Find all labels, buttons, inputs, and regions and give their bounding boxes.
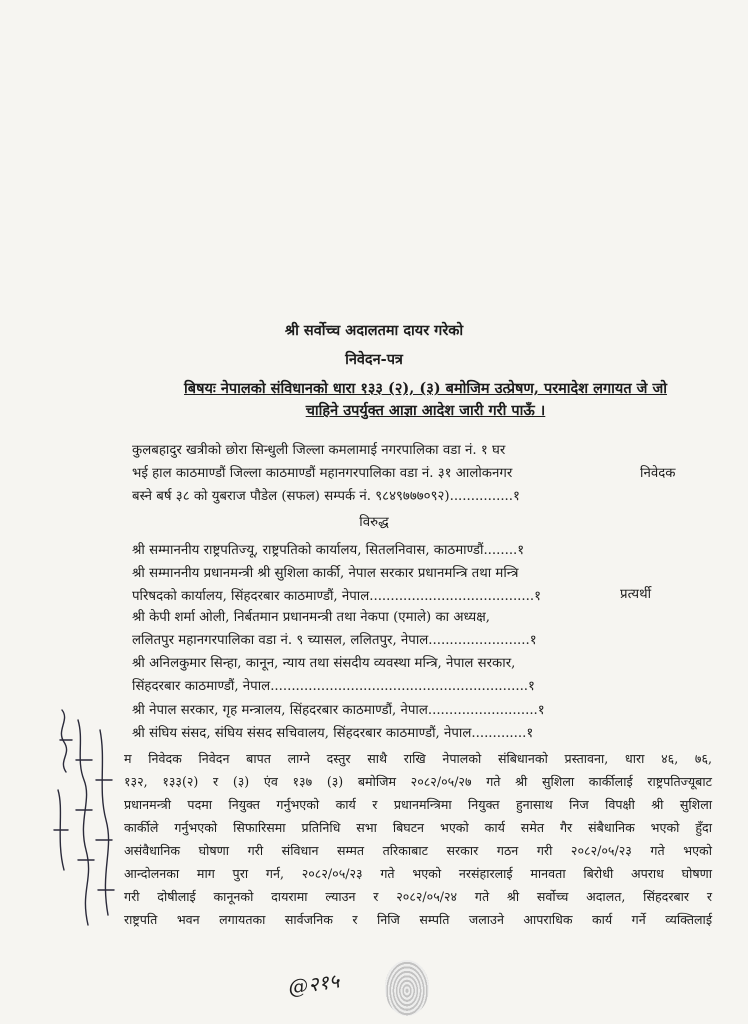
fingerprint-image bbox=[385, 960, 429, 1016]
court-heading: श्री सर्वोच्च अदालतमा दायर गरेको bbox=[284, 322, 464, 339]
respondent-line: परिषदको कार्यालय, सिंहदरबार काठमाण्डौं, नेपाल.......................................१ bbox=[132, 589, 542, 604]
body-line: प्रधानमन्त्री पदमा नियुक्त गर्नुभएको कार्य र प्रधानमन्त्रिमा नियुक्त हुनासाथ निज विपक्षी श्री सुशिला bbox=[124, 797, 712, 812]
subject-line-2: चाहिने उपर्युक्त आज्ञा आदेश जारी गरी पाऊँ । bbox=[305, 402, 546, 419]
petitioner-line-2: भई हाल काठमाण्डौं जिल्ला काठमाण्डौं महानगरपालिका वडा नं. ३१ आलोकनगर bbox=[132, 466, 513, 481]
respondent-line: श्री अनिलकुमार सिन्हा, कानून, न्याय तथा संसदीय व्यवस्था मन्त्रि, नेपाल सरकार, bbox=[132, 656, 516, 671]
body-line: १३२, १३३(२) र (३) एंव १३७ (३) बमोजिम २०८२/०५/२७ गते श्री सुशिला कार्कीलाई राष्ट्रपतिज्यूबाट bbox=[124, 774, 712, 789]
body-line: राष्ट्रपति भवन लगायतका सार्वजनिक र निजि सम्पति जलाउने आपराधिक कार्य गर्ने व्यक्तिलाई bbox=[124, 912, 712, 927]
respondent-line: श्री सम्माननीय राष्ट्रपतिज्यू, राष्ट्रपतिको कार्यालय, सितलनिवास, काठमाण्डौं........१ bbox=[132, 543, 525, 558]
respondent-line: श्री संघिय संसद, संघिय संसद सचिवालय, सिंहदरबार काठमाण्डौं, नेपाल.............१ bbox=[132, 726, 534, 741]
petitioner-line-1: कुलबहादुर खत्रीको छोरा सिन्धुली जिल्ला कमलामाई नगरपालिका वडा नं. १ घर bbox=[132, 443, 506, 458]
body-line: कार्कीले गर्नुभएको सिफारिसमा प्रतिनिधि सभा बिघटन भएको कार्य समेत गैर संबैधानिक भएको हुँदा bbox=[124, 820, 712, 835]
respondent-line: ललितपुर महानगरपालिका वडा नं. ९ च्यासल, ललितपुर, नेपाल........................१ bbox=[132, 633, 537, 648]
respondent-line: श्री केपी शर्मा ओली, निर्बतमान प्रधानमन्त्री तथा नेकपा (एमाले) का अध्यक्ष, bbox=[132, 610, 490, 625]
versus-label: विरुद्ध bbox=[359, 515, 389, 530]
petitioner-role-label: निवेदक bbox=[640, 466, 676, 481]
body-line: गरी दोषीलाई कानूनको दायरामा ल्याउन र २०८२/०५/२४ गते श्री सर्वोच्च अदालत, सिंहदरबार र bbox=[124, 889, 712, 904]
body-line: आन्दोलनका माग पुरा गर्न, २०८२/०५/२३ गते भएको नरसंहारलाई मानवता बिरोधी अपराध घोषणा bbox=[124, 866, 712, 881]
handwritten-margin-signature bbox=[48, 700, 118, 940]
respondent-role-label: प्रत्यर्थी bbox=[620, 587, 652, 602]
subject-heading bbox=[143, 378, 708, 422]
respondent-line: श्री नेपाल सरकार, गृह मन्त्रालय, सिंहदरबार काठमाण्डौं, नेपाल..........................१ bbox=[132, 703, 545, 718]
body-line: असंवैधानिक घोषणा गरी संविधान सम्मत तरिकाबाट सरकार गठन गरी २०८२/०५/२३ गते भएको bbox=[124, 843, 712, 858]
respondent-line: श्री सम्माननीय प्रधानमन्त्री श्री सुशिला कार्की, नेपाल सरकार प्रधानमन्त्रि तथा मन्त्रि bbox=[132, 566, 519, 581]
petitioner-line-3: बस्ने बर्ष ३८ को युबराज पौडेल (सफल) सम्पर्क नं. ९८४९७७७०९२)...............१ bbox=[132, 489, 520, 504]
subject-line-1: बिषयः नेपालको संविधानको धारा १३३ (२), (३) बमोजिम उत्प्रेषण, परमादेश लगायत जे जो bbox=[184, 380, 667, 397]
body-line: म निवेदक निवेदन बापत लाग्ने दस्तुर साथै राखि नेपालको संबिधानको प्रस्तावना, धारा ४६, ७६, bbox=[124, 751, 712, 766]
respondent-line: सिंहदरबार काठमाण्डौं, नेपाल.............................................................१ bbox=[132, 679, 535, 694]
document-type-heading: निवेदन-पत्र bbox=[345, 351, 403, 368]
handwritten-page-mark: @२१५ bbox=[286, 968, 341, 1000]
